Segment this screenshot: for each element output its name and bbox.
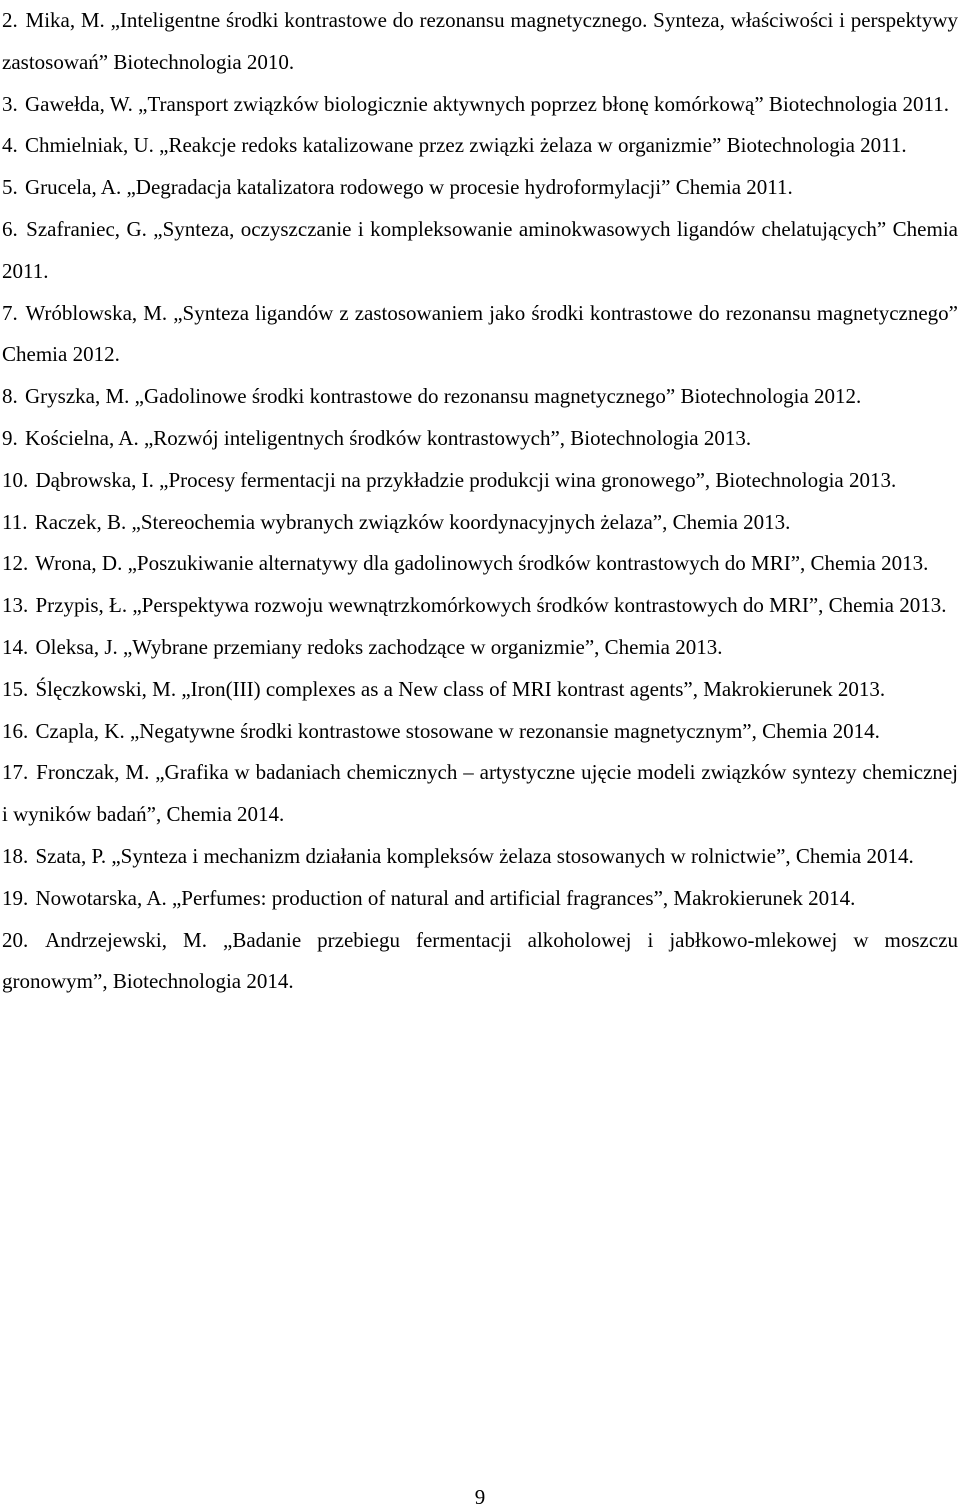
reference-text: Ślęczkowski, M. „Iron(III) complexes as a New class of MRI kontrast agents”, Makrokierunek 2013. — [35, 676, 886, 701]
reference-number: 10. — [2, 467, 29, 492]
reference-item — [2, 543, 958, 585]
reference-item — [2, 920, 958, 1004]
reference-text: Szata, P. „Synteza i mechanizm działania kompleksów żelaza stosowanych w rolnictwie”, Chemia 2014. — [35, 843, 914, 868]
reference-item — [2, 502, 958, 544]
reference-number: 5. — [2, 175, 18, 200]
reference-text: Andrzejewski, M. „Badanie przebiegu fermentacji alkoholowej i jabłkowo-mlekowej w moszczu gronowym”, Biotechnologia 2014. — [2, 927, 959, 994]
reference-text: Dąbrowska, I. „Procesy fermentacji na przykładzie produkcji wina gronowego”, Biotechnologia 2013. — [35, 467, 897, 492]
reference-text: Przypis, Ł. „Perspektywa rozwoju wewnątrzkomórkowych środków kontrastowych do MRI”, Chemia 2013. — [35, 593, 947, 618]
reference-text: Raczek, B. „Stereochemia wybranych związków koordynacyjnych żelaza”, Chemia 2013. — [34, 509, 791, 534]
reference-number: 17. — [2, 760, 29, 785]
reference-number: 13. — [2, 593, 29, 618]
reference-text: Wrona, D. „Poszukiwanie alternatywy dla gadolinowych środków kontrastowych do MRI”, Chemia 2013. — [35, 551, 929, 576]
reference-item — [2, 669, 958, 711]
reference-item — [2, 0, 958, 84]
reference-number: 6. — [2, 216, 18, 241]
reference-number: 8. — [2, 384, 18, 409]
reference-number: 18. — [2, 843, 29, 868]
reference-number: 12. — [2, 551, 29, 576]
reference-text: Nowotarska, A. „Perfumes: production of natural and artificial fragrances”, Makrokierunek 2014. — [35, 885, 856, 910]
reference-number: 11. — [2, 509, 28, 534]
reference-item — [2, 460, 958, 502]
reference-text: Oleksa, J. „Wybrane przemiany redoks zachodzące w organizmie”, Chemia 2013. — [35, 634, 723, 659]
reference-item — [2, 293, 958, 377]
reference-text: Czapla, K. „Negatywne środki kontrastowe stosowane w rezonansie magnetycznym”, Chemia 2014. — [35, 718, 880, 743]
reference-text: Grucela, A. „Degradacja katalizatora rodowego w procesie hydroformylacji” Chemia 2011. — [25, 175, 793, 200]
reference-text: Fronczak, M. „Grafika w badaniach chemicznych – artystyczne ujęcie modeli związków syntezy chemicznej i wyników badań”, Chemia 2014. — [2, 760, 958, 827]
reference-text: Gawełda, W. „Transport związków biologicznie aktywnych poprzez błonę komórkową” Biotechnologia 2011. — [25, 91, 949, 116]
reference-item — [2, 418, 958, 460]
reference-number: 9. — [2, 425, 18, 450]
reference-item — [2, 125, 958, 167]
reference-item — [2, 84, 958, 126]
reference-text: Szafraniec, G. „Synteza, oczyszczanie i kompleksowanie aminokwasowych ligandów chelatujących” Chemia 2011. — [2, 216, 958, 283]
reference-text: Mika, M. „Inteligentne środki kontrastowe do rezonansu magnetycznego. Synteza, właściwości i perspektywy zastosowań” Biotechnologia 2010. — [2, 8, 958, 74]
reference-item — [2, 627, 958, 669]
reference-number: 7. — [2, 300, 18, 325]
reference-text: Kościelna, A. „Rozwój inteligentnych środków kontrastowych”, Biotechnologia 2013. — [25, 425, 752, 450]
page-number: 9 — [474, 1485, 486, 1509]
reference-item — [2, 836, 958, 878]
reference-text: Gryszka, M. „Gadolinowe środki kontrastowe do rezonansu magnetycznego” Biotechnologia 2012. — [25, 384, 862, 409]
reference-number: 16. — [2, 718, 29, 743]
reference-item — [2, 752, 958, 836]
reference-item — [2, 878, 958, 920]
reference-item — [2, 167, 958, 209]
reference-number: 20. — [2, 927, 29, 952]
reference-item — [2, 711, 958, 753]
reference-item — [2, 585, 958, 627]
reference-item — [2, 209, 958, 293]
reference-text: Wróblowska, M. „Synteza ligandów z zastosowaniem jako środki kontrastowe do rezonansu magnetycznego” Chemia 2012. — [2, 300, 958, 367]
reference-number: 19. — [2, 885, 29, 910]
reference-number: 15. — [2, 676, 29, 701]
reference-number: 3. — [2, 91, 18, 116]
reference-text: Chmielniak, U. „Reakcje redoks katalizowane przez związki żelaza w organizmie” Biotechnologia 2011. — [25, 133, 907, 158]
reference-number: 2. — [2, 8, 18, 32]
reference-number: 4. — [2, 133, 18, 158]
reference-list — [2, 0, 958, 1003]
reference-number: 14. — [2, 634, 29, 659]
reference-item — [2, 376, 958, 418]
